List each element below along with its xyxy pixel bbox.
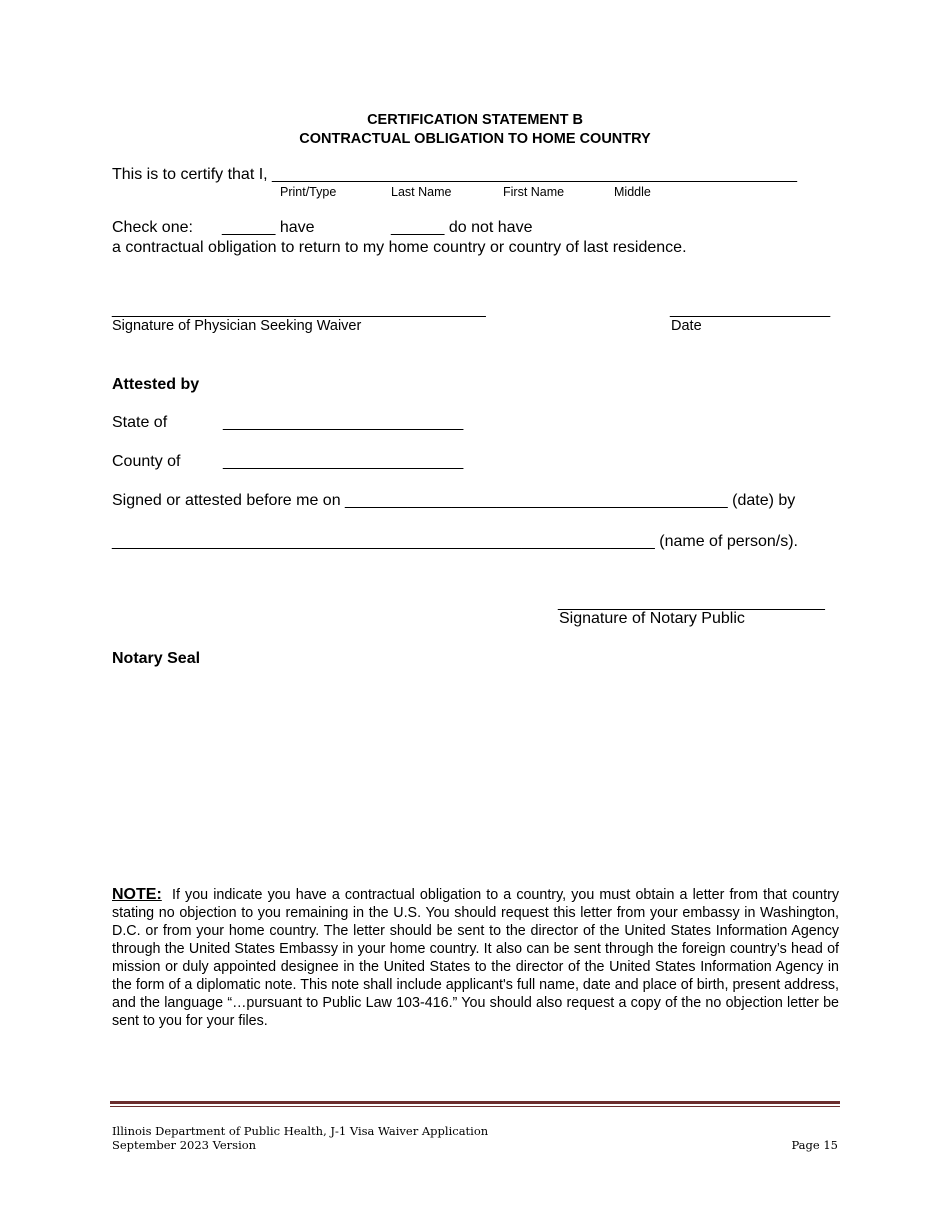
- note-paragraph: [112, 886, 839, 1030]
- form-subtitle: CONTRACTUAL OBLIGATION TO HOME COUNTRY: [299, 131, 651, 147]
- state-of-line[interactable]: ___________________________: [223, 414, 464, 431]
- footer-rule-thin: [110, 1106, 840, 1107]
- state-of-label: State of: [112, 414, 168, 431]
- physician-signature-label: Signature of Physician Seeking Waiver: [112, 318, 362, 334]
- certify-sub-middle: Middle: [614, 185, 651, 199]
- note-text: If you indicate you have a contractual obligation to a country, you must obtain a letter from that country stating no objection to you remaining in the U.S. You should request this letter from your embassy in Washington, D.C. or from your home country. The letter should be sent to the director of the United States Information Agency through the United States Embassy in your home country. It also can be sent through the foreign country’s head of mission or duly appointed designee in the United States to the director of the United States Information Agency in the form of a diplomatic note. This note shall include applicant's full name, date and place of birth, present address, and the language “…pursuant to Public Law 103-416.” You should also request a copy of the no objection letter be sent to you for your files.: [112, 887, 839, 1029]
- notary-seal-label: Notary Seal: [112, 650, 201, 667]
- obligation-text: a contractual obligation to return to my home country or country of last residence.: [112, 239, 687, 256]
- certify-sub-print-type: Print/Type: [280, 185, 337, 199]
- certify-statement: This is to certify that I, ___________________________________________________________: [112, 166, 798, 183]
- footer-version: September 2023 Version: [112, 1138, 257, 1152]
- do-not-have-option[interactable]: ______ do not have: [391, 219, 533, 236]
- form-title: CERTIFICATION STATEMENT B: [367, 112, 583, 128]
- footer-page-number: Page 15: [791, 1138, 838, 1152]
- notary-signature-line[interactable]: ______________________________: [558, 594, 825, 611]
- date-label: Date: [671, 318, 702, 334]
- check-one-label: Check one:: [112, 219, 193, 236]
- signed-attested-line[interactable]: Signed or attested before me on ___________________________________________ (date) by: [112, 492, 796, 509]
- attested-by-heading: Attested by: [112, 376, 200, 393]
- date-line[interactable]: __________________: [670, 301, 831, 318]
- notary-signature-label: Signature of Notary Public: [559, 610, 745, 627]
- certify-sub-last-name: Last Name: [391, 185, 452, 199]
- footer-department: Illinois Department of Public Health, J-1 Visa Waiver Application: [112, 1124, 489, 1138]
- have-option[interactable]: ______ have: [222, 219, 315, 236]
- county-of-label: County of: [112, 453, 181, 470]
- physician-signature-line[interactable]: __________________________________________: [112, 301, 486, 318]
- certify-sub-first-name: First Name: [503, 185, 565, 199]
- name-of-persons-line[interactable]: _____________________________________________________________ (name of person/s).: [112, 533, 798, 550]
- county-of-line[interactable]: ___________________________: [223, 453, 464, 470]
- footer-rule-thick: [110, 1101, 840, 1104]
- note-label: NOTE:: [112, 886, 162, 903]
